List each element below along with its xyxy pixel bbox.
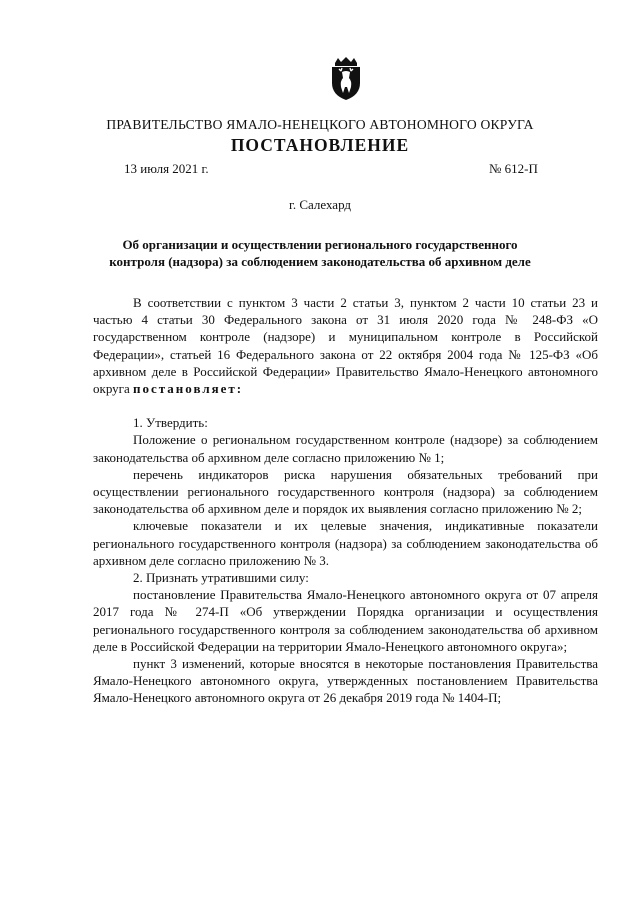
- title-line-1: Об организации и осуществлении регионального государственного: [122, 237, 518, 252]
- item-2-repealed-changes: пункт 3 изменений, которые вносятся в некоторые постановления Правительства Ямало-Ненецкого автономного округа, утвержденных постановлением Правительства Ямало-Ненецкого автономного округа от 26 декабря 2019 года № 1404-П;: [93, 656, 598, 706]
- item-1-risk-indicators: перечень индикаторов риска нарушения обязательных требований при осуществлении регионального государственного контроля (надзора) за соблюдением законодательства об архивном деле и порядок их выявления согласно приложению № 2;: [93, 466, 598, 517]
- coat-of-arms-icon: [329, 57, 363, 101]
- document-body: [93, 294, 598, 707]
- item-1-key-indicators: ключевые показатели и их целевые значения, индикативные показатели регионального государственного контроля (надзора) за соблюдением законодательства об архивном деле согласно приложению № 3.: [93, 518, 598, 568]
- decree-word: постановляет:: [133, 381, 244, 397]
- item-1: 1. Утвердить:: [133, 415, 208, 431]
- document-type: ПОСТАНОВЛЕНИЕ: [230, 135, 410, 155]
- organization-name: ПРАВИТЕЛЬСТВО ЯМАЛО-НЕНЕЦКОГО АВТОНОМНОГО ОКРУГА: [106, 117, 534, 132]
- document-city: г. Салехард: [288, 197, 352, 212]
- document-number: № 612-П: [489, 161, 538, 176]
- document-date: 13 июля 2021 г.: [124, 161, 209, 176]
- preamble-text: В соответствии с пунктом 3 части 2 статьи 3, пунктом 2 части 10 статьи 23 и частью 4 статьи 30 Федерального закона от 31 июля 2020 года № 248-ФЗ «О государственном контроле (надзоре) и муниципальном контроле в Российской Федерации», статьей 16 Федерального закона от 22 октября 2004 года № 125-ФЗ «Об архивном деле в Российской Федерации» Правительство Ямало-Ненецкого автономного округа: [93, 295, 598, 397]
- document-title: [90, 236, 550, 270]
- item-2: 2. Признать утратившими силу:: [133, 570, 309, 586]
- preamble-paragraph: [93, 294, 598, 397]
- item-2-repealed-resolution: постановление Правительства Ямало-Ненецкого автономного округа от 07 апреля 2017 года № 274-П «Об утверждении Порядка организации и осуществления регионального государственного контроля за соблюдением законодательства об архивном деле в Российской Федерации на территории Ямало-Ненецкого автономного округа»;: [93, 587, 598, 654]
- title-line-2: контроля (надзора) за соблюдением законодательства об архивном деле: [109, 254, 531, 269]
- item-1-regulation: Положение о региональном государственном контроле (надзоре) за соблюдением законодательства об архивном деле согласно приложению № 1;: [93, 432, 598, 465]
